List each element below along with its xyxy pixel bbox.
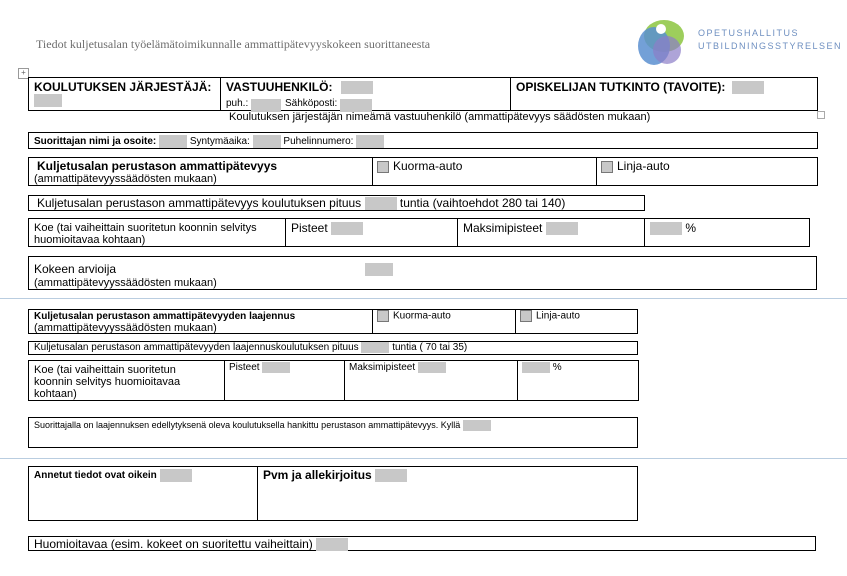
- basic-qualification-row: [28, 157, 818, 186]
- contact-person-field[interactable]: [341, 81, 373, 94]
- extension-title: Kuljetusalan perustason ammattipätevyyden laajennus: [34, 311, 296, 322]
- applicant-phone-field[interactable]: [356, 135, 384, 148]
- extension-points-field[interactable]: [262, 362, 290, 373]
- organizer-table: [28, 77, 818, 111]
- basic-bus-label: Linja-auto: [617, 159, 670, 173]
- basic-bus-checkbox[interactable]: [601, 161, 613, 173]
- basic-assessor-row: [28, 256, 817, 290]
- correct-info-field[interactable]: [160, 469, 192, 482]
- birth-date-label: Syntymäaika:: [189, 136, 250, 148]
- notes-label: Huomioitavaa (esim. kokeet on suoritettu vaiheittain): [34, 537, 313, 551]
- extension-max-points-field[interactable]: [418, 362, 446, 373]
- section-separator-2: [0, 458, 847, 459]
- notes-field[interactable]: [316, 538, 348, 551]
- prerequisite-row: [28, 417, 638, 448]
- extension-row: [28, 309, 638, 334]
- document-title: Tiedot kuljetusalan työelämätoimikunnalle ammattipätevyyskokeen suorittaneesta: [36, 37, 431, 51]
- basic-exam-label-2: huomioitavaa kohtaan): [34, 234, 146, 246]
- basic-max-points-label: Maksimipisteet: [463, 221, 543, 235]
- basic-duration-row: [28, 195, 645, 211]
- extension-exam-label-1: Koe (tai vaiheittain suoritetun: [34, 364, 176, 376]
- applicant-row: [28, 132, 818, 149]
- organizer-field[interactable]: [34, 94, 62, 107]
- extension-percent-label: %: [552, 362, 562, 374]
- basic-duration-options: tuntia (vaihtoehdot 280 tai 140): [399, 196, 566, 210]
- extension-exam-row: [28, 360, 639, 401]
- assessor-subtitle: (ammattipätevyyssäädösten mukaan): [34, 277, 217, 289]
- table-resize-handle[interactable]: [817, 111, 825, 119]
- applicant-phone-label: Puhelinnumero:: [283, 136, 354, 148]
- prerequisite-yes-field[interactable]: [463, 420, 491, 431]
- applicant-name-label: Suorittajan nimi ja osoite:: [34, 136, 157, 148]
- basic-percent-field[interactable]: [650, 222, 682, 235]
- logo: [634, 14, 843, 68]
- basic-percent-label: %: [685, 221, 697, 235]
- basic-exam-label-1: Koe (tai vaiheittain suoritetun koonnin selvitys: [34, 222, 257, 234]
- prerequisite-text: Suorittajalla on laajennuksen edellytyksenä oleva koulutuksella hankittu perustason ammattipätevyys. Kyllä: [34, 420, 461, 430]
- extension-duration-options: tuntia ( 70 tai 35): [392, 342, 468, 354]
- basic-points-field[interactable]: [331, 222, 363, 235]
- email-label: Sähköposti:: [285, 98, 338, 109]
- assessor-field[interactable]: [365, 263, 393, 276]
- extension-truck-label: Kuorma-auto: [393, 310, 451, 322]
- extension-duration-row: [28, 341, 638, 355]
- date-signature-label: Pvm ja allekirjoitus: [263, 468, 372, 482]
- contact-person-label: VASTUUHENKILÖ:: [226, 80, 333, 94]
- extension-duration-field[interactable]: [361, 342, 389, 353]
- extension-max-points-label: Maksimipisteet: [349, 362, 416, 374]
- extension-points-label: Pisteet: [229, 362, 260, 374]
- section-separator: [0, 298, 847, 299]
- extension-subtitle: (ammattipätevyyssäädösten mukaan): [34, 322, 217, 334]
- basic-truck-checkbox[interactable]: [377, 161, 389, 173]
- basic-subtitle: (ammattipätevyyssäädösten mukaan): [34, 173, 217, 185]
- applicant-name-field[interactable]: [159, 135, 187, 148]
- extension-percent-field[interactable]: [522, 362, 550, 373]
- notes-row: [28, 536, 816, 551]
- degree-field[interactable]: [732, 81, 764, 94]
- logo-text-fi: OPETUSHALLITUS: [698, 28, 800, 38]
- extension-exam-label-2: koonnin selvitys huomioitavaa: [34, 376, 181, 388]
- organizer-label: KOULUTUKSEN JÄRJESTÄJÄ:: [34, 80, 212, 94]
- assessor-label: Kokeen arvioija: [34, 262, 117, 276]
- basic-truck-label: Kuorma-auto: [393, 159, 463, 173]
- extension-duration-label: Kuljetusalan perustason ammattipätevyyden laajennuskoulutuksen pituus: [34, 342, 359, 354]
- logo-text-sv: UTBILDNINGSSTYRELSEN: [698, 41, 843, 51]
- extension-truck-checkbox[interactable]: [377, 310, 389, 322]
- signature-table: [28, 466, 638, 521]
- basic-exam-row: [28, 218, 810, 247]
- table-move-handle-icon[interactable]: +: [18, 68, 29, 79]
- date-signature-field[interactable]: [375, 469, 407, 482]
- extension-bus-label: Linja-auto: [536, 310, 580, 322]
- birth-date-field[interactable]: [253, 135, 281, 148]
- opetushallitus-logo-icon: [634, 14, 688, 68]
- basic-max-points-field[interactable]: [546, 222, 578, 235]
- extension-bus-checkbox[interactable]: [520, 310, 532, 322]
- phone-label: puh.:: [226, 98, 249, 109]
- correct-info-label: Annetut tiedot ovat oikein: [34, 470, 157, 482]
- basic-points-label: Pisteet: [291, 221, 328, 235]
- organizer-note: Koulutuksen järjestäjän nimeämä vastuuhenkilö (ammattipätevyys säädösten mukaan): [229, 111, 651, 123]
- degree-label: OPISKELIJAN TUTKINTO (TAVOITE):: [516, 80, 726, 94]
- basic-duration-label: Kuljetusalan perustason ammattipätevyys koulutuksen pituus: [37, 196, 362, 210]
- basic-duration-field[interactable]: [365, 197, 397, 210]
- basic-title: Kuljetusalan perustason ammattipätevyys: [37, 159, 278, 173]
- extension-exam-label-3: kohtaan): [34, 388, 77, 400]
